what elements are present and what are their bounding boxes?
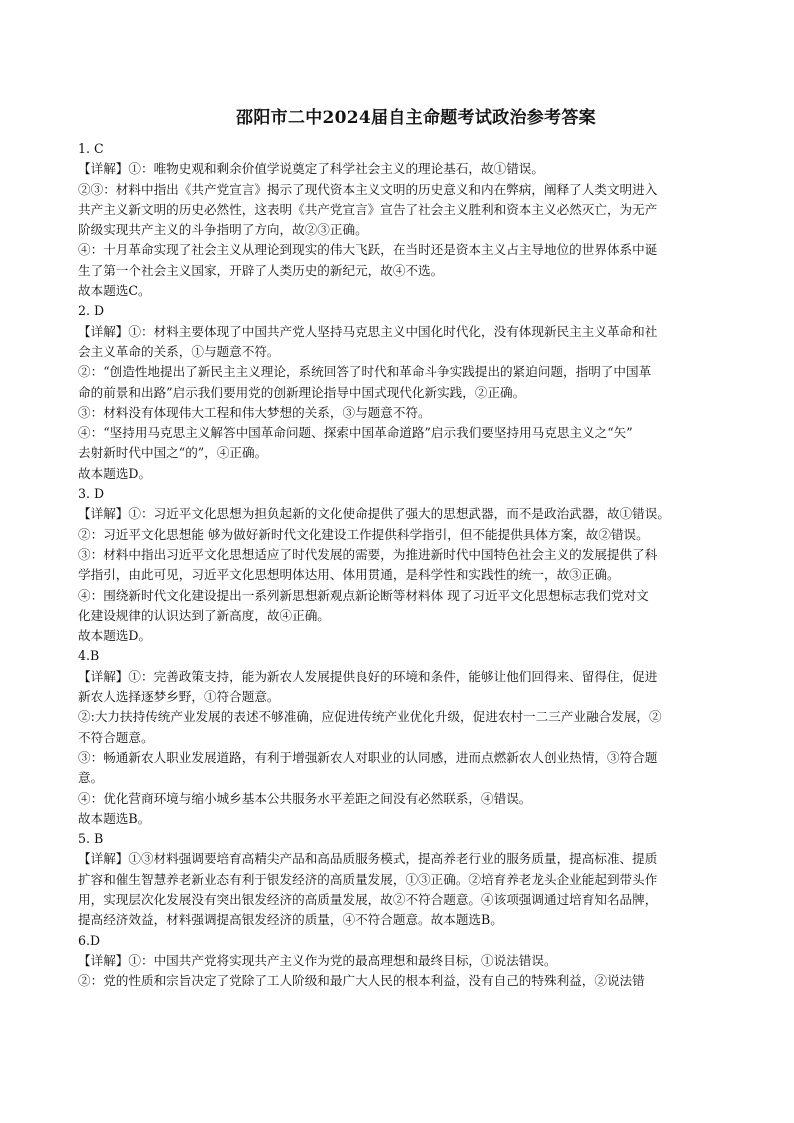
- text-line: 命的前景和出路”启示我们要用党的创新理论指导中国式现代化新实践，②正确。: [78, 384, 526, 400]
- text-line: ③：材料没有体现伟大工程和伟大梦想的关系，③与题意不符。: [78, 404, 431, 420]
- text-line: 2. D: [78, 303, 105, 319]
- text-line: 扩容和催生智慧养老新业态有利于银发经济的高质量发展，①③正确。②培育养老龙头企业能起到带头作: [78, 871, 658, 887]
- text-line: ④：优化营商环境与缩小城乡基本公共服务水平差距之间没有必然联系，④错误。: [78, 790, 532, 806]
- text-line: 阶级实现共产主义的斗争指明了方向，故②③正确。: [78, 222, 368, 238]
- text-line: 【详解】①：唯物史观和剩余价值学说奠定了科学社会主义的理论基石，故①错误。: [78, 161, 544, 177]
- text-line: 生了第一个社会主义国家，开辟了人类历史的新纪元，故④不选。: [78, 262, 444, 278]
- text-line: 化建设规律的认识达到了新高度，故④正确。: [78, 607, 330, 623]
- text-line: 5. B: [78, 831, 104, 847]
- text-line: 去射新时代中国之“的”，④正确。: [78, 445, 268, 461]
- text-line: ③：材料中指出习近平文化思想适应了时代发展的需要，为推进新时代中国特色社会主义的发展提供了科: [78, 546, 658, 562]
- text-line: ④：围绕新时代文化建设提出一系列新思想新观点新论断等材料体 现了习近平文化思想标志我们党对文: [78, 587, 649, 603]
- text-line: 新农人选择逐梦乡野，①符合题意。: [78, 689, 280, 705]
- text-line: ②：党的性质和宗旨决定了党除了工人阶级和最广大人民的根本利益，没有自己的特殊利益，②说法错: [78, 973, 645, 989]
- answer-body: [78, 139, 754, 991]
- text-line: 故本题选D。: [78, 465, 152, 481]
- text-line: 【详解】①：习近平文化思想为担负起新的文化使命提供了强大的思想武器，而不是政治武器，故①错误。: [78, 506, 670, 522]
- text-line: 1. C: [78, 141, 104, 156]
- text-line: 【详解】①：材料主要体现了中国共产党人坚持马克思主义中国化时代化，没有体现新民主主义革命和社: [78, 323, 658, 339]
- text-line: ④：“坚持用马克思主义解答中国革命问题、探索中国革命道路”启示我们要坚持用马克思主义之“矢”: [78, 425, 633, 441]
- text-line: 会主义革命的关系，①与题意不符。: [78, 343, 280, 359]
- text-line: 故本题选C。: [78, 283, 151, 299]
- text-line: 提高经济效益，材料强调提高银发经济的质量，④不符合题意。故本题选B。: [78, 912, 503, 928]
- text-line: 不符合题意。: [78, 729, 154, 745]
- text-line: ③：畅通新农人职业发展道路，有利于增强新农人对职业的认同感，进而点燃新农人创业热情，③符合题: [78, 749, 658, 765]
- text-line: 3. D: [78, 486, 105, 502]
- text-line: 意。: [78, 770, 104, 786]
- text-line: ②③：材料中指出《共产党宣言》揭示了现代资本主义文明的历史意义和内在弊病，阐释了人类文明进入: [78, 181, 658, 197]
- text-line: 用，实现层次化发展没有突出银发经济的高质量发展，故②不符合题意。④该项强调通过培育知名品牌，: [78, 891, 658, 907]
- text-line: 故本题选D。: [78, 628, 152, 644]
- text-line: ②：习近平文化思想能 够为做好新时代文化建设工作提供科学指引，但不能提供具体方案，故②错误。: [78, 526, 649, 542]
- text-line: 6.D: [78, 932, 101, 948]
- text-line: 学指引，由此可见，习近平文化思想明体达用、体用贯通，是科学性和实践性的统一，故③正确。: [78, 567, 620, 583]
- text-line: 【详解】①：完善政策支持，能为新农人发展提供良好的环境和条件，能够让他们回得来、留得住，促进: [78, 668, 658, 684]
- text-line: ②：“创造性地提出了新民主主义理论，系统回答了时代和革命斗争实践提出的紧迫问题，指明了中国革: [78, 364, 652, 380]
- text-line: ②:大力扶持传统产业发展的表述不够准确，应促进传统产业优化升级，促进农村一二三产业融合发展，②: [78, 709, 662, 725]
- text-line: 共产主义新文明的历史必然性，这表明《共产党宣言》宣告了社会主义胜利和资本主义必然灭亡，为无产: [78, 201, 658, 217]
- page-title: 邵阳市二中2024届自主命题考试政治参考答案: [236, 108, 596, 128]
- text-line: 故本题选B。: [78, 810, 151, 826]
- text-line: 【详解】①③材料强调要培育高精尖产品和高品质服务模式，提高养老行业的服务质量，提高标准、提质: [78, 851, 658, 867]
- text-line: ④：十月革命实现了社会主义从理论到现实的伟大飞跃，在当时还是资本主义占主导地位的世界体系中诞: [78, 242, 658, 258]
- text-line: 【详解】①：中国共产党将实现共产主义作为党的最高理想和最终目标，①说法错误。: [78, 952, 557, 968]
- text-line: 4.B: [78, 648, 100, 664]
